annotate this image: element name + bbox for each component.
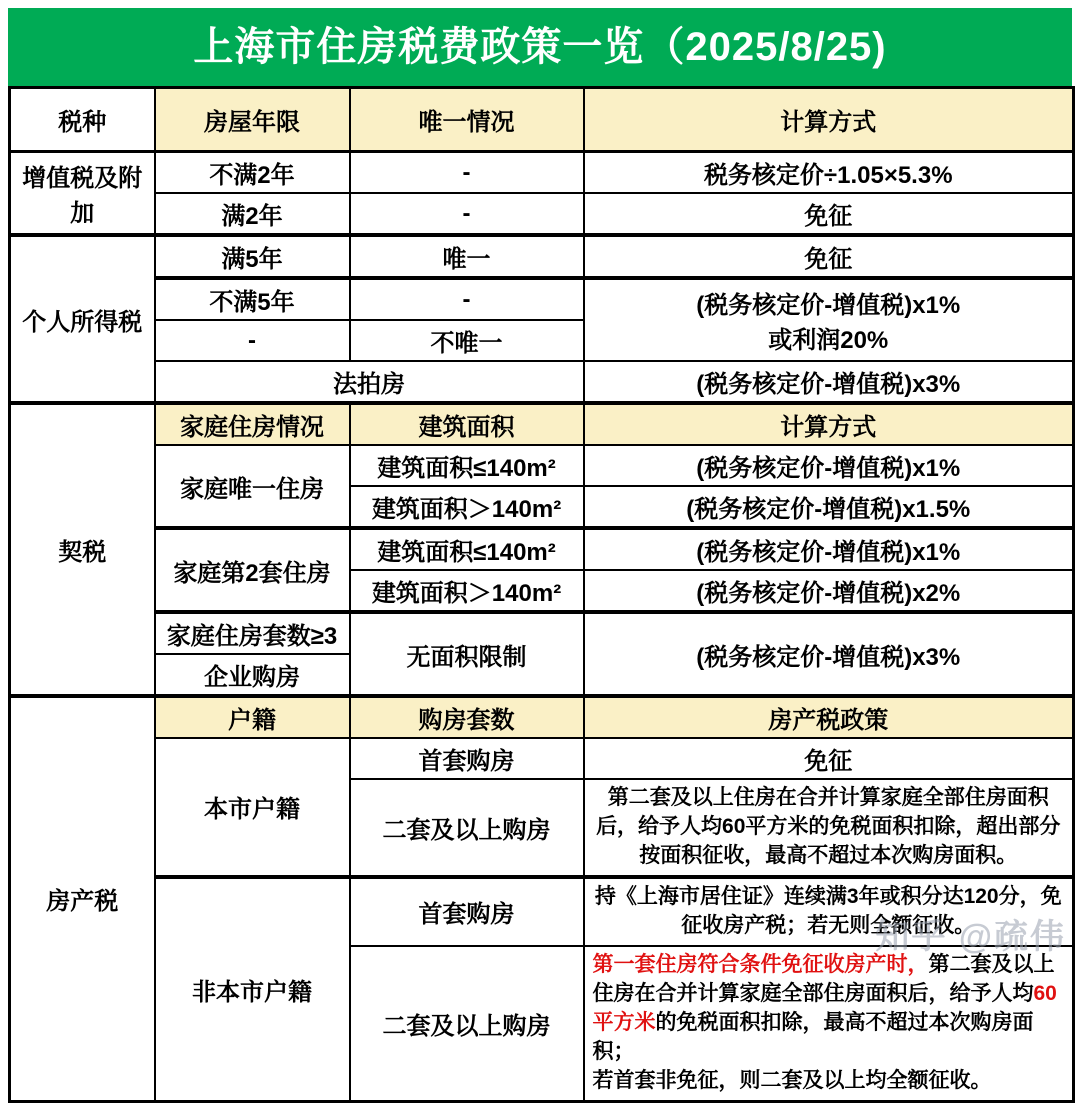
tax-type-deed: 契税 [10, 403, 155, 696]
tax-type-vat: 增值税及附加 [10, 152, 155, 236]
vat-row2-unique: - [350, 193, 584, 235]
property-nonlocal-second-policy [584, 946, 1074, 1101]
vat-row1-calc: 税务核定价÷1.05×5.3% [584, 152, 1074, 194]
deed-second-row-1 [10, 528, 1074, 570]
vat-row2-calc: 免征 [584, 193, 1074, 235]
pit-auction-label: 法拍房 [155, 361, 584, 403]
header-house-age: 房屋年限 [155, 88, 350, 152]
deed-multi-label1: 家庭住房套数≥3 [155, 612, 350, 654]
property-local-second-policy: 第二套及以上住房在合并计算家庭全部住房面积后，给予人均60平方米的免税面积扣除，超出部分按面积征收，最高不超过本次购房面积。 [584, 779, 1074, 877]
header-tax-type: 税种 [10, 88, 155, 152]
table-header-row [10, 88, 1074, 152]
deed-multi-label2: 企业购房 [155, 654, 350, 696]
pit-row-1 [10, 235, 1074, 278]
deed-subheader-calc: 计算方式 [584, 403, 1074, 445]
deed-only-row2-calc: (税务核定价-增值税)x1.5% [584, 486, 1074, 528]
pit-notunique-age: - [155, 320, 350, 361]
deed-subheader-situation: 家庭住房情况 [155, 403, 350, 445]
pit-under5-age: 不满5年 [155, 278, 350, 320]
property-subheader-registry: 户籍 [155, 696, 350, 738]
header-unique: 唯一情况 [350, 88, 584, 152]
vat-row2-age: 满2年 [155, 193, 350, 235]
policy-segment-5: 若首套非免征，则二套及以上均全额征收。 [592, 1068, 992, 1092]
zhihu-watermark: 知乎 @疏伟 [875, 918, 1066, 956]
page-title: 上海市住房税费政策一览（2025/8/25) [8, 8, 1072, 86]
property-local-first-policy: 免征 [584, 738, 1074, 779]
deed-multi-area: 无面积限制 [350, 612, 584, 696]
property-local-first-count: 首套购房 [350, 738, 584, 779]
deed-multi-calc: (税务核定价-增值税)x3% [584, 612, 1074, 696]
deed-only-row2-area: 建筑面积＞140m² [350, 486, 584, 528]
deed-subheader-row [10, 403, 1074, 445]
pit-full5-unique: 唯一 [350, 235, 584, 278]
property-local-label: 本市户籍 [155, 738, 350, 877]
deed-multi-row-1 [10, 612, 1074, 654]
property-subheader-row [10, 696, 1074, 738]
deed-subheader-area: 建筑面积 [350, 403, 584, 445]
vat-row-2 [10, 193, 1074, 235]
pit-row-auction [10, 361, 1074, 403]
pit-notunique-unique: 不唯一 [350, 320, 584, 361]
property-local-row-1 [10, 738, 1074, 779]
deed-second-row2-area: 建筑面积＞140m² [350, 570, 584, 612]
policy-segment-red-1: 第一套住房符合条件免征收房产时， [592, 952, 929, 976]
vat-row1-unique: - [350, 152, 584, 194]
vat-row-1 [10, 152, 1074, 194]
property-nonlocal-second-count: 二套及以上购房 [350, 946, 584, 1101]
pit-merged-calc [584, 278, 1074, 361]
tax-type-property: 房产税 [10, 696, 155, 1101]
tax-type-pit: 个人所得税 [10, 235, 155, 403]
pit-row-2 [10, 278, 1074, 320]
deed-second-label: 家庭第2套住房 [155, 528, 350, 612]
tax-policy-table [8, 86, 1075, 1103]
policy-segment-2: 第二套及以上住房在合并计算家庭全部住房面积后，给予人均 [592, 952, 1055, 1005]
pit-full5-age: 满5年 [155, 235, 350, 278]
deed-second-row2-calc: (税务核定价-增值税)x2% [584, 570, 1074, 612]
deed-only-row1-calc: (税务核定价-增值税)x1% [584, 445, 1074, 486]
pit-under5-unique: - [350, 278, 584, 320]
pit-auction-calc: (税务核定价-增值税)x3% [584, 361, 1074, 403]
policy-segment-red-3: 60平方米 [592, 981, 1057, 1034]
pit-full5-calc: 免征 [584, 235, 1074, 278]
header-calc: 计算方式 [584, 88, 1074, 152]
deed-second-row1-calc: (税务核定价-增值税)x1% [584, 528, 1074, 570]
property-nonlocal-first-count: 首套购房 [350, 877, 584, 946]
policy-segment-4: 的免税面积扣除，最高不超过本次购房面积； [592, 1010, 1034, 1063]
property-nonlocal-first-policy: 持《上海市居住证》连续满3年或积分达120分，免征收房产税；若无则全额征收。 [584, 877, 1074, 946]
pit-calc-line1: (税务核定价-增值税)x1% [696, 292, 961, 319]
deed-second-row1-area: 建筑面积≤140m² [350, 528, 584, 570]
property-subheader-count: 购房套数 [350, 696, 584, 738]
vat-row1-age: 不满2年 [155, 152, 350, 194]
deed-only-row1-area: 建筑面积≤140m² [350, 445, 584, 486]
property-subheader-policy: 房产税政策 [584, 696, 1074, 738]
pit-calc-line2: 或利润20% [768, 327, 889, 354]
property-local-second-count: 二套及以上购房 [350, 779, 584, 877]
property-nonlocal-label: 非本市户籍 [155, 877, 350, 1101]
deed-only-row-1 [10, 445, 1074, 486]
deed-only-label: 家庭唯一住房 [155, 445, 350, 528]
property-nonlocal-row-1 [10, 877, 1074, 946]
